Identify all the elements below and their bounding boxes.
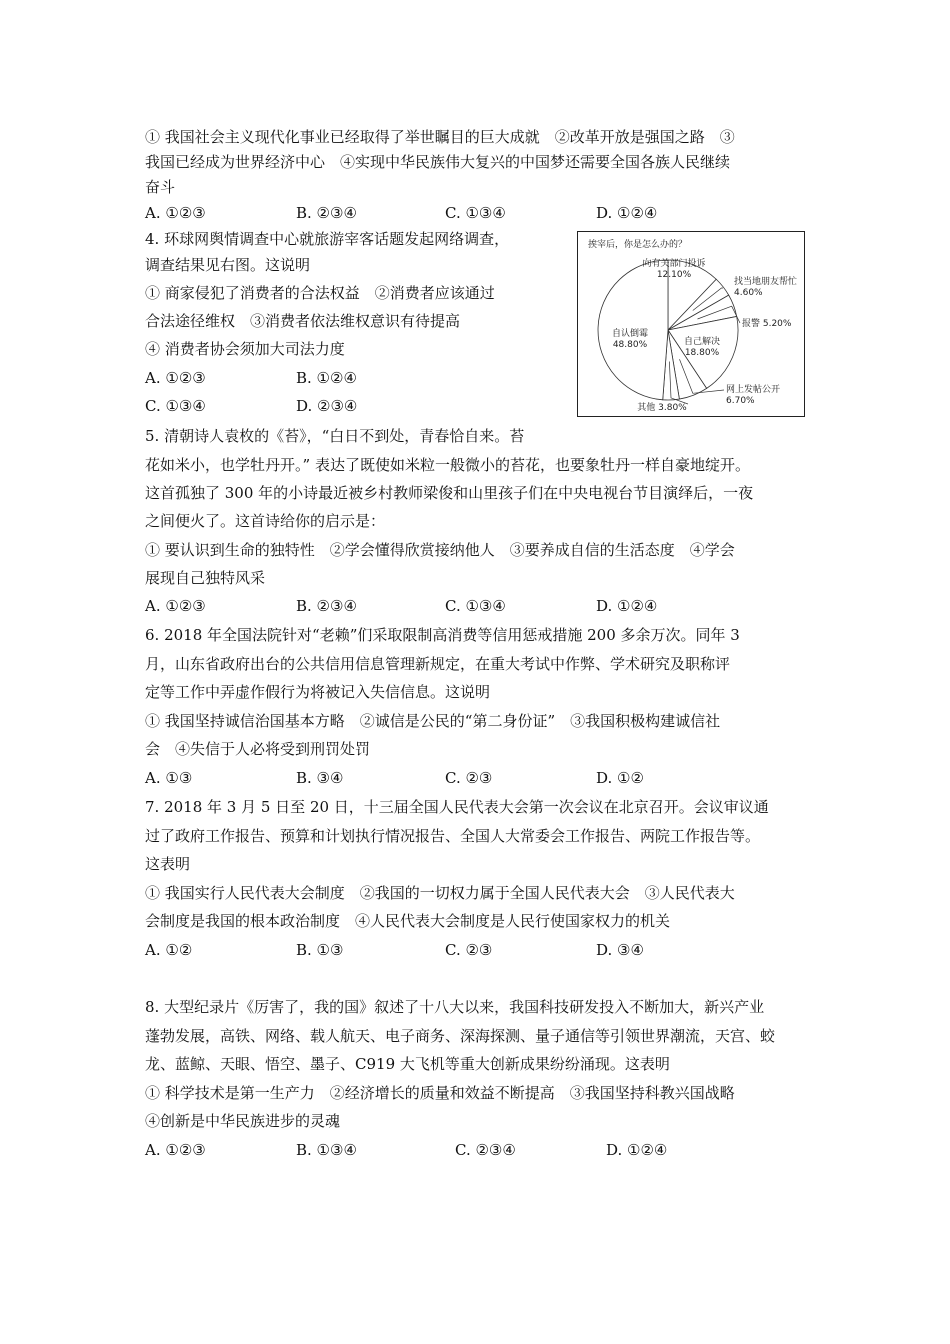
pie-slice-label: 其他 3.80% xyxy=(637,403,687,413)
q4-option-c: C. ①③④ xyxy=(145,397,206,415)
q7-option-c: C. ②③ xyxy=(445,941,493,959)
pie-slice-label: 自认倒霉 xyxy=(611,329,649,339)
q5-statement-line: 展现自己独特风采 xyxy=(145,569,266,587)
q3-statement-line: 我国已经成为世界经济中心 ④实现中华民族伟大复兴的中国梦还需要全国各族人民继续 xyxy=(145,153,731,171)
pie-slice-value: 6.70% xyxy=(726,396,755,406)
q6-option-d: D. ①② xyxy=(596,769,644,787)
q5-option-d: D. ①②④ xyxy=(596,597,658,615)
q5-statement-line: ① 要认识到生命的独特性 ②学会懂得欣赏接纳他人 ③要养成自信的生活态度 ④学会 xyxy=(145,541,735,559)
q4-statement-line: ④ 消费者协会须加大司法力度 xyxy=(145,340,345,358)
pie-slice-label: 找当地朋友帮忙 xyxy=(734,277,798,287)
q8-option-b: B. ①③④ xyxy=(296,1141,357,1159)
q8-statement-line: ④创新是中华民族进步的灵魂 xyxy=(145,1112,341,1130)
q6-option-c: C. ②③ xyxy=(445,769,493,787)
q6-stem-line: 6. 2018 年全国法院针对“老赖”们采取限制高消费等信用惩戒措施 200 多余万次。同年 3 xyxy=(145,626,740,644)
q5-option-b: B. ②③④ xyxy=(296,597,357,615)
q6-statement-line: 会 ④失信于人必将受到刑罚处罚 xyxy=(145,740,371,758)
q8-stem-line: 蓬勃发展，高铁、网络、载人航天、电子商务、深海探测、量子通信等引领世界潮流，天宫、蛟 xyxy=(145,1027,776,1045)
q4-statement-line: 合法途径维权 ③消费者依法维权意识有待提高 xyxy=(145,312,461,330)
pie-slice-value: 18.80% xyxy=(684,348,720,358)
q8-option-d: D. ①②④ xyxy=(606,1141,668,1159)
q3-option-c: C. ①③④ xyxy=(445,204,506,222)
q5-stem-line: 之间便火了。这首诗给你的启示是： xyxy=(145,512,386,530)
pie-slice-value: 48.80% xyxy=(612,340,648,350)
q7-option-a: A. ①② xyxy=(145,941,193,959)
q8-option-c: C. ②③④ xyxy=(455,1141,516,1159)
q8-statement-line: ① 科学技术是第一生产力 ②经济增长的质量和效益不断提高 ③我国坚持科教兴国战略 xyxy=(145,1084,735,1102)
q7-option-b: B. ①③ xyxy=(296,941,344,959)
pie-slice-label: 报警 5.20% xyxy=(742,319,792,329)
chart-title: 挨宰后，你是怎么办的？ xyxy=(588,240,688,250)
q5-stem-line: 花如米小，也学牡丹开。” 表达了既使如米粒一般微小的苔花，也要象牡丹一样自豪地绽开。 xyxy=(145,456,750,474)
pie-slice-label: 自己解决 xyxy=(683,337,721,347)
q7-statement-line: ① 我国实行人民代表大会制度 ②我国的一切权力属于全国人民代表大会 ③人民代表大 xyxy=(145,884,735,902)
q8-option-a: A. ①②③ xyxy=(145,1141,206,1159)
q4-stem-line: 调查结果见右图。这说明 xyxy=(145,256,311,274)
q6-stem-line: 月，山东省政府出台的公共信用信息管理新规定，在重大考试中作弊、学术研究及职称评 xyxy=(145,655,731,673)
q4-option-d: D. ②③④ xyxy=(296,397,358,415)
pie-slice-label: 网上发帖公开 xyxy=(726,385,781,395)
q5-stem-line: 5. 清朝诗人袁枚的《苔》，“白日不到处，青春恰自来。苔 xyxy=(145,427,525,445)
q3-statement-line: 奋斗 xyxy=(145,178,176,196)
q6-option-a: A. ①③ xyxy=(145,769,193,787)
q6-option-b: B. ③④ xyxy=(296,769,344,787)
pie-slice-label: 向有关部门投诉 xyxy=(642,259,706,269)
q3-option-b: B. ②③④ xyxy=(296,204,357,222)
q8-stem-line: 龙、蓝鲸、天眼、悟空、墨子、C919 大飞机等重大创新成果纷纷涌现。这表明 xyxy=(145,1055,670,1073)
q6-statement-line: ① 我国坚持诚信治国基本方略 ②诚信是公民的“第二身份证” ③我国积极构建诚信社 xyxy=(145,712,721,730)
q4-statement-line: ① 商家侵犯了消费者的合法权益 ②消费者应该通过 xyxy=(145,284,495,302)
q7-statement-line: 会制度是我国的根本政治制度 ④人民代表大会制度是人民行使国家权力的机关 xyxy=(145,912,671,930)
q5-stem-line: 这首孤独了 300 年的小诗最近被乡村教师梁俊和山里孩子们在中央电视台节目演绎后，一夜 xyxy=(145,484,754,502)
q7-stem-line: 7. 2018 年 3 月 5 日至 20 日，十三届全国人民代表大会第一次会议在北京召开。会议审议通 xyxy=(145,798,769,816)
survey-pie-chart xyxy=(577,231,805,417)
q4-option-b: B. ①②④ xyxy=(296,369,357,387)
pie-slice-value: 12.10% xyxy=(656,270,692,280)
q8-stem-line: 8. 大型纪录片《厉害了，我的国》叙述了十八大以来，我国科技研发投入不断加大，新兴产业 xyxy=(145,998,765,1016)
q4-option-a: A. ①②③ xyxy=(145,369,206,387)
q6-stem-line: 定等工作中弄虚作假行为将被记入失信信息。这说明 xyxy=(145,683,491,701)
q7-option-d: D. ③④ xyxy=(596,941,644,959)
q3-option-a: A. ①②③ xyxy=(145,204,206,222)
q3-option-d: D. ①②④ xyxy=(596,204,658,222)
q5-option-a: A. ①②③ xyxy=(145,597,206,615)
pie-slice-value: 4.60% xyxy=(734,288,763,298)
q7-stem-line: 这表明 xyxy=(145,855,191,873)
q4-stem-line: 4. 环球网舆情调查中心就旅游宰客话题发起网络调查， xyxy=(145,230,510,248)
q5-option-c: C. ①③④ xyxy=(445,597,506,615)
q3-statement-line: ① 我国社会主义现代化事业已经取得了举世瞩目的巨大成就 ②改革开放是强国之路 ③ xyxy=(145,128,735,146)
q7-stem-line: 过了政府工作报告、预算和计划执行情况报告、全国人大常委会工作报告、两院工作报告等。 xyxy=(145,827,761,845)
